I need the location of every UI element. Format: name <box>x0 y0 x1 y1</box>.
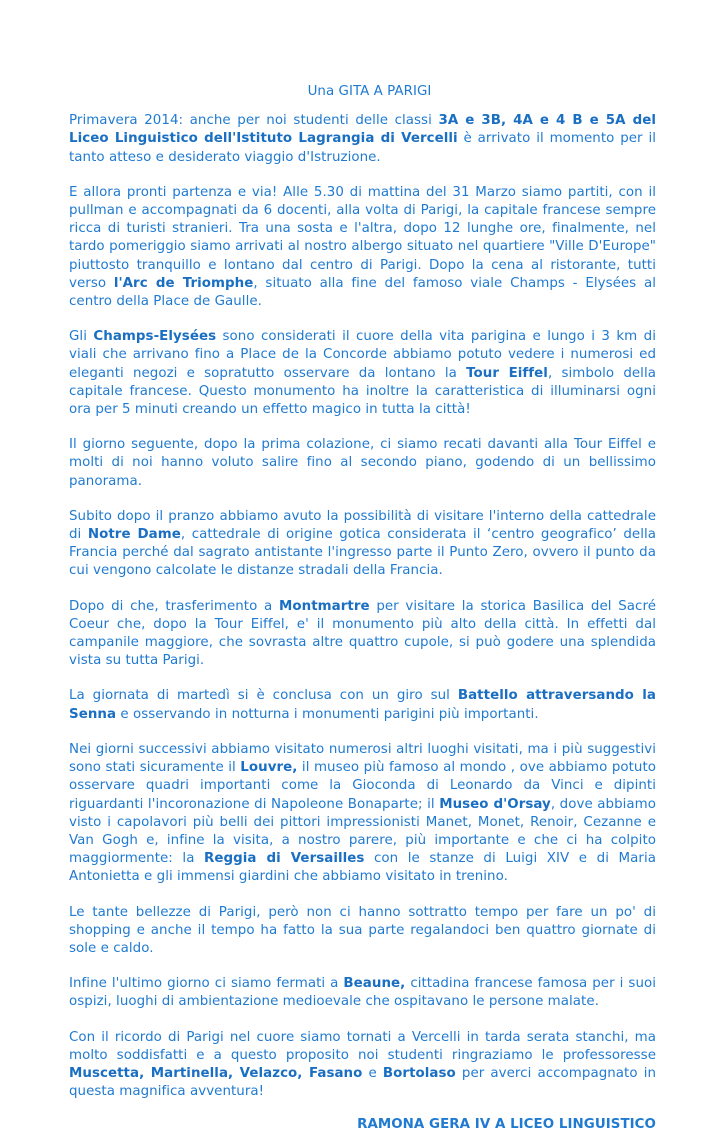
paragraph <box>69 112 656 167</box>
bold-text-run: Reggia di Versailles <box>204 851 365 867</box>
bold-text-run: Muscetta, Martinella, Velazco, Fasano <box>69 1065 363 1081</box>
paragraph <box>69 436 656 491</box>
text-run: per averci accompagnato in questa magnifica avventura! <box>69 1065 656 1100</box>
paragraph <box>69 687 656 723</box>
text-run: Infine l'ultimo giorno ci siamo fermati a <box>69 976 344 992</box>
text-run: Con il ricordo di Parigi nel cuore siamo tornati a Vercelli in tarda serata stanchi, ma molto soddisfatti e a questo proposito noi studenti ringraziamo le professoresse <box>69 1029 656 1063</box>
bold-text-run: Museo d'Orsay <box>439 796 551 812</box>
text-run: sono considerati il cuore della vita parigina e lungo i 3 km di viali che arrivano fino a Place de la Concorde abbiamo potuto vedere i numerosi ed eleganti negozi e sopratutto osservare da lontano la <box>69 329 656 381</box>
text-run: con le stanze di Luigi XIV e di Maria Antonietta e gli immensi giardini che abbiamo visitato in trenino. <box>69 851 656 885</box>
text-run: , simbolo della capitale francese. Questo monumento ha inoltre la caratteristica di illuminarsi ogni ora per 5 minuti creando un effetto magico in tutta la città! <box>69 365 656 418</box>
text-run: , dove abbiamo visto i capolavori più belli dei pittori impressionisti Manet, Monet, Renoir, Cezanne e Van Gogh e, infine la visita, a nostro parere, più importante e che ci ha colpito maggiormente: la <box>69 796 656 867</box>
text-run: , cattedrale di origine gotica considerata il ‘centro geografico’ della Francia perché dal sagrato antistante l'ingresso parte il Punto Zero, ovvero il punto da cui vengono calcolate le distanze stradali della Francia. <box>69 527 656 579</box>
document-page <box>69 83 656 1135</box>
text-run: e osservando in notturna i monumenti parigini più importanti. <box>116 706 539 722</box>
text-run: per visitare la storica Basilica del Sacré Coeur che, dopo la Tour Eiffel, e' il monumento più alto della città. In effetti dal campanile maggiore, che sovrasta altre quattro cupole, si può godere una splendida vista su tutta Parigi. <box>69 598 656 669</box>
bold-text-run: Bortolaso <box>382 1065 456 1081</box>
text-run: Primavera 2014: anche per noi studenti delle classi <box>69 113 439 129</box>
author-signature: RAMONA GERA IV A LICEO LINGUISTICO <box>357 1117 656 1133</box>
bold-text-run: Battello attraversando la Senna <box>69 688 656 722</box>
paragraph <box>69 1029 656 1102</box>
bold-text-run: Tour Eiffel <box>466 365 548 381</box>
text-run: è arrivato il momento per il tanto atteso e desiderato viaggio d'Istruzione. <box>69 131 657 165</box>
text-run: Dopo di che, trasferimento a <box>69 598 279 614</box>
text-run: Gli <box>69 329 94 345</box>
bold-text-run: Notre Dame <box>87 527 181 543</box>
text-run: La giornata di martedì si è conclusa con un giro sul <box>69 688 458 704</box>
paragraph <box>69 975 656 1011</box>
bold-text-run: l'Arc de Triomphe <box>113 275 254 291</box>
document-body <box>69 112 656 1101</box>
paragraph <box>69 184 656 311</box>
paragraph <box>69 328 656 419</box>
text-run: cittadina francese famosa per i suoi ospizi, luoghi di ambientazione medioevale che ospitavano le persone malate. <box>69 976 656 1010</box>
text-run: , situato alla fine del famoso viale Champs - Elysées al centro della Place de Gaulle. <box>69 275 656 310</box>
text-run: Subito dopo il pranzo abbiamo avuto la possibilità di visitare l'interno della cattedrale di <box>69 508 656 543</box>
bold-text-run: 3A e 3B, 4A e 4 B e 5A del Liceo Linguistico dell'Istituto Lagrangia di Vercelli <box>69 113 656 147</box>
bold-text-run: Louvre, <box>240 760 298 776</box>
text-run: il museo più famoso al mondo , ove abbiamo potuto osservare quadri importanti come la Gioconda di Leonardo da Vinci e dipinti riguardanti l'incoronazione di Napoleone Bonaparte; il <box>69 760 656 812</box>
document-title: Una GITA A PARIGI <box>307 84 432 99</box>
bold-text-run: Beaune, <box>343 976 406 992</box>
bold-text-run: Champs-Elysées <box>93 329 217 345</box>
paragraph <box>69 904 656 959</box>
text-run: Il giorno seguente, dopo la prima colazione, ci siamo recati davanti alla Tour Eiffel e molti di noi hanno voluto salire fino al secondo piano, godendo di un bellissimo panorama. <box>69 437 656 489</box>
text-run: Nei giorni successivi abbiamo visitato numerosi altri luoghi visitati, ma i più suggestivi sono stati sicuramente il <box>69 741 656 776</box>
paragraph <box>69 508 656 581</box>
text-run: E allora pronti partenza e via! Alle 5.30 di mattina del 31 Marzo siamo partiti, con il pullman e accompagnati da 6 docenti, alla volta di Parigi, la capitale francese sempre ricca di turisti stranieri. Tra una sosta e l'altra, dopo 12 lunghe ore, finalmente, nel tardo pomeriggio siamo arrivati al nostro albergo situato nel quartiere "Ville D'Europe" piuttosto tranquillo e lontano dal centro di Parigi. Dopo la cena al ristorante, tutti verso <box>69 184 656 291</box>
text-run: Le tante bellezze di Parigi, però non ci hanno sottratto tempo per fare un po' di shopping e anche il tempo ha fatto la sua parte regalandoci ben quattro giornate di sole e caldo. <box>69 904 656 956</box>
paragraph <box>69 598 656 671</box>
text-run: e <box>362 1065 383 1081</box>
bold-text-run: Montmartre <box>278 598 370 614</box>
paragraph <box>69 741 656 887</box>
